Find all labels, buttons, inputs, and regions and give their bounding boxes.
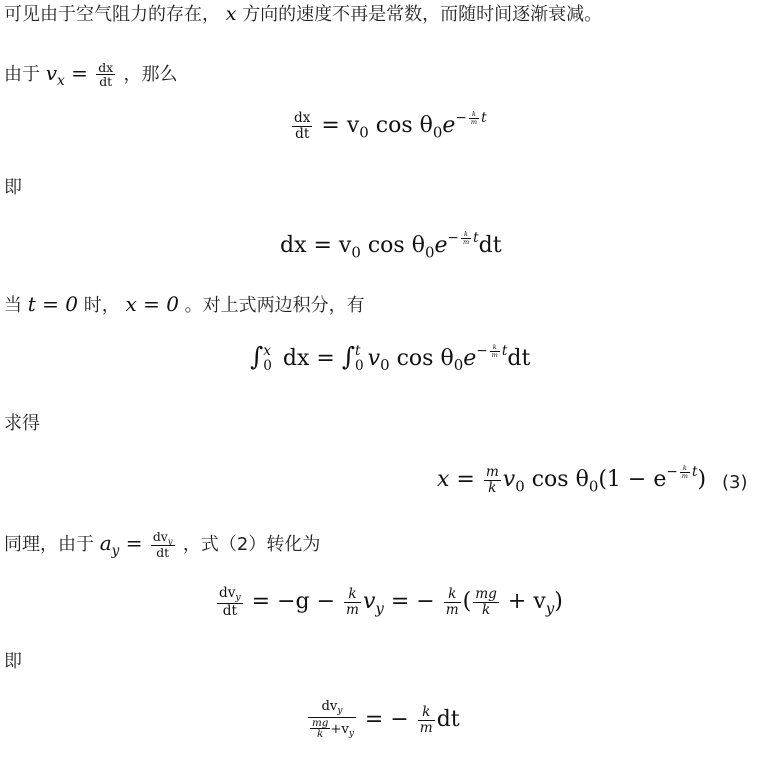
inline-math-ay: $a_y$ = $\frac{dv_y}{dt}$ [99, 528, 173, 561]
text-segment: 方向的速度不再是常数，而随时间逐渐衰减。 [242, 4, 603, 25]
text-segment: 可见由于空气阻力的存在， [4, 4, 220, 25]
inline-math-vx: $v_x$ = $\frac{dx}{dt}$ [45, 59, 114, 89]
text-segment: 由于 [4, 64, 40, 85]
paragraph-since-ay: 同理，由于 $a_y$ = $\frac{dv_y}{dt}$ ，式（2）转化为 [4, 528, 321, 561]
math-x: x [225, 3, 237, 25]
equation-separated: $dv_y$ $\frac{mg}{k}$ $+v_y$ = − $\frac{k}{m}$ dt [306, 700, 460, 740]
math-t-zero: t = 0 [27, 292, 78, 316]
equation-dx: dx = $v_0$ $\cos \theta_0e^{- \frac{k}{m} t}dt$ [280, 230, 502, 262]
equation-dx-dt: $\frac{dx}{dt}$ = $v_0$ $\cos \theta_0e^{- \frac{k}{m} t}$ [294, 110, 487, 142]
fraction-dx-dt: $\frac{dx}{dt}$ [294, 110, 311, 142]
paragraph-since-vx [4, 56, 177, 98]
paragraph-air-resistance [4, 0, 602, 29]
fraction-dx-dt: $\frac{dx}{dt}$ [98, 59, 114, 89]
equation-dvy-dt: $\frac{dv_y}{dt}$ = −g − $\frac{k}{m}$ $v_y$ = − $\frac{k}{m}$ ( $\frac{mg}{k}$ + $v_y$) [219, 585, 563, 619]
text-qiude: 求得 [4, 413, 40, 434]
text-ji: 即 [4, 651, 22, 672]
equation-integral: ∫ x 0 dx = ∫ t 0 $v_0$ $\cos \theta_0e^{- \frac{k}{m} t}dt$ [250, 342, 531, 375]
math-x-zero: x = 0 [125, 292, 179, 316]
equation-number: (3) [722, 472, 748, 493]
equation-x-solution: x = $\frac{m}{k}$ $v_0$ $\cos \theta_0(1 - e^{- \frac{k}{m} t})$ [437, 464, 707, 496]
text-ji: 即 [4, 177, 22, 198]
paragraph-initial-condition: 当 t = 0 时， x = 0 。对上式两边积分，有 [4, 292, 365, 316]
text-segment: ，那么 [123, 64, 178, 85]
